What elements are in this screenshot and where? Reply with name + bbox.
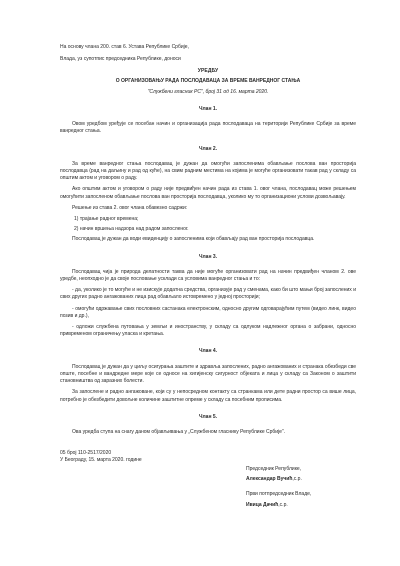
article-3-dash-item: - омогући одржавање свих пословних састанака електронским, односно другим одговарајућим путем (видео линк, видео позив и др.), xyxy=(60,305,356,319)
article-4-para: Послодавац је дужан да у циљу осигурања заштите и здравља запослених, радно ангажованих и странака обезбеди све опште, посебне и вандредне мере које се односе на хигијенску сигурност објеката и лица у складу са Законом о заштити становништва од заразних болести. xyxy=(60,363,356,385)
article-2-closing: Послодавац је дужан да води евиденцију о запосленима који обављају рад ван просторија послодавца. xyxy=(72,236,315,243)
article-4-para: За запослене и радно ангажоване, који су у непосредном контакту са странкама или дете радни простор са више лица, потребно је обезбедити довољне количине заштитне опреме у складу са посебним прописима. xyxy=(60,389,356,403)
article-2-para: Ако општим актом и уговором о раду није предвиђен начин рада из става 1. овог члана, послодавац може решењем омогућити запосленом обављање послова ван просторија послодавца, уколико му то организациони услови дозвољавају. xyxy=(60,186,356,200)
document-subtitle: О ОРГАНИЗОВАЊУ РАДА ПОСЛОДАВАЦА ЗА ВРЕМЕ ВАНРЕДНОГ СТАЊА xyxy=(115,77,301,84)
signatory-name-text: Ивица Дачић xyxy=(246,501,279,508)
article-3-dash-item: - да, уколико је то могуће и не изискује додатна средства, организује рад у сменама, како би што мањи број запослених и свих других радно ангажованих лица рад обављало истовремено у једној просторији; xyxy=(60,287,356,301)
signatory-role: Први потпредседник Владе, xyxy=(246,491,312,498)
article-1-para: Овом уредбом уређује се посебан начин и организација рада послодаваца на територији Републике Србије за време ванредног стања. xyxy=(60,121,356,135)
signatory-name xyxy=(246,476,356,483)
government-adopts-line: Влада, уз супотпис председника Републике, доноси xyxy=(60,56,181,63)
legal-basis-line: На основу члана 200. став 6. Устава Републике Србије, xyxy=(60,44,189,50)
article-4-heading: Члан 4. xyxy=(198,348,218,355)
article-2-heading: Члан 2. xyxy=(198,145,218,152)
article-3-dash-item: - одложи службена путовања у земљи и иностранству, у складу са одлуком надлежног органа о забрани, односно привременом ограничењу уласка и кретања. xyxy=(60,324,356,338)
article-2-para: За време ванредног стања послодавац је дужан да омогући запосленима обављање послова ван просторија послодавца (рад на даљину и рад од куће), на свим радним местима на којима је могуће организовати такав рад у складу са општим актом и уговором о раду. xyxy=(60,160,356,182)
article-5-para: Ова уредба ступа на снагу даном објављивања у „Службеном гласнику Републике Србије”. xyxy=(72,428,286,435)
article-2-list-item: 2) начин вршења надзора над радом запосленог. xyxy=(74,226,189,233)
gazette-reference: "Службени гласник РС", број 31 од 16. марта 2020. xyxy=(147,88,269,95)
reference-number: 05 број 110-2517/2020 xyxy=(60,450,112,457)
place-and-date: У Београду, 15. марта 2020. године xyxy=(60,457,142,464)
article-2-list-item: 1) трајање радног времена; xyxy=(74,216,139,223)
article-2-para: Решење из става 2. овог члана обавезно садржи: xyxy=(72,204,188,211)
signatory-suffix: ,с.р. xyxy=(292,476,302,483)
signatory-role: Председник Републике, xyxy=(246,466,302,472)
article-5-heading: Члан 5. xyxy=(198,413,218,420)
signature-block xyxy=(246,466,356,517)
article-3-para: Послодавац чија је природа делатности таква да није могуће организовати рад на начин предвиђен чланом 2. ове уредбе, неопходно је да своје пословање усклади са условима ванредног стања и то: xyxy=(60,268,356,283)
signatory-name xyxy=(246,502,356,509)
article-3-heading: Члан 3. xyxy=(198,253,218,260)
signatory-name-text: Александар Вучић xyxy=(246,476,293,483)
document-title: УРЕДБУ xyxy=(197,68,219,75)
signatory-suffix: ,с.р. xyxy=(278,501,288,508)
article-1-heading: Члан 1. xyxy=(198,106,218,113)
